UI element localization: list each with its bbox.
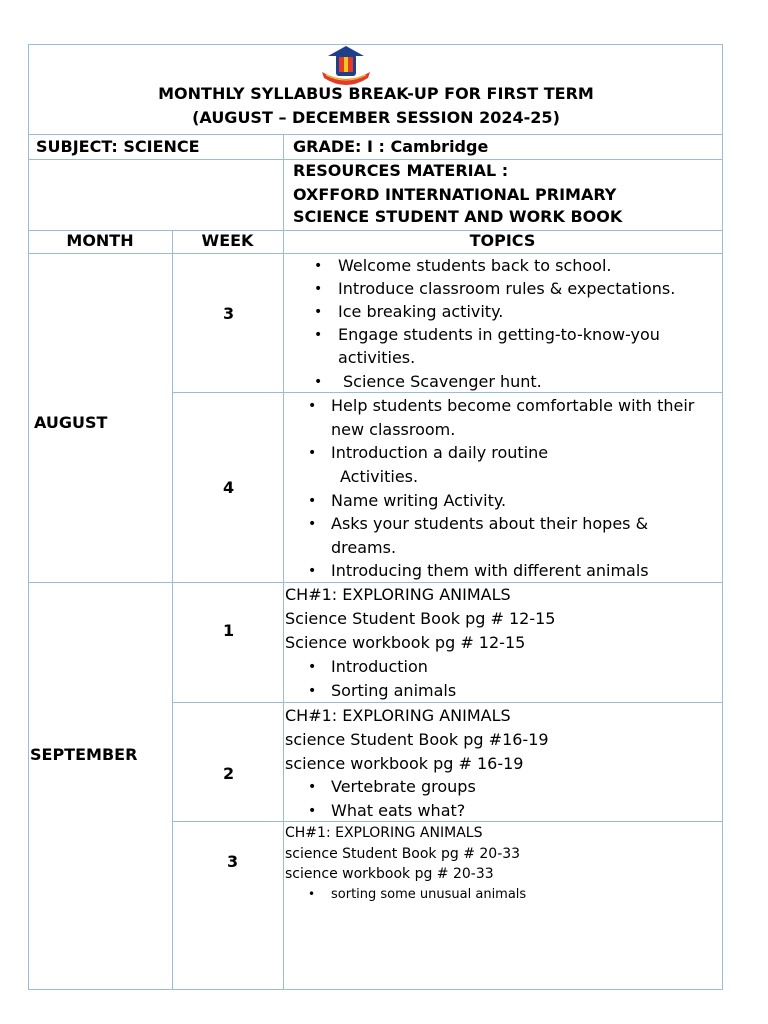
table-border-top <box>28 44 723 45</box>
column-header-month: MONTH <box>66 231 134 250</box>
bullet-icon: • <box>314 258 323 274</box>
topic-item-continued: activities. <box>338 348 416 367</box>
topic-item: Introduction <box>331 657 428 676</box>
column-header-topics: TOPICS <box>469 231 536 250</box>
bullet-icon: • <box>314 374 323 390</box>
topic-item: Welcome students back to school. <box>338 256 612 275</box>
topic-item: Help students become comfortable with their <box>331 396 695 415</box>
month-august: AUGUST <box>34 413 108 432</box>
month-september: SEPTEMBER <box>30 745 138 764</box>
row3-divider <box>172 702 723 703</box>
bullet-icon: • <box>308 659 317 675</box>
week-cell: 1 <box>223 621 235 640</box>
topic-item: Asks your students about their hopes & <box>331 514 649 533</box>
bullet-icon: • <box>308 398 317 414</box>
chapter-title: CH#1: EXPLORING ANIMALS <box>285 585 511 604</box>
bullet-icon: • <box>308 887 316 901</box>
bullet-icon: • <box>314 327 323 343</box>
bullet-icon: • <box>314 281 323 297</box>
chapter-title: CH#1: EXPLORING ANIMALS <box>285 706 511 725</box>
topic-item-continued: dreams. <box>331 538 397 557</box>
bullet-icon: • <box>308 516 317 532</box>
column-header-week: WEEK <box>201 231 254 250</box>
bullet-icon: • <box>314 304 323 320</box>
bullet-icon: • <box>308 445 317 461</box>
table-border-right <box>722 44 723 990</box>
topic-item: Sorting animals <box>331 681 457 700</box>
topic-item-continued: new classroom. <box>331 420 456 439</box>
grade-label <box>293 137 488 156</box>
topic-item: Introduction a daily routine <box>331 443 549 462</box>
week-cell: 2 <box>223 764 235 783</box>
topic-item: Introduce classroom rules & expectations. <box>338 279 676 298</box>
workbook-pages: Science workbook pg # 12-15 <box>285 633 526 652</box>
resources-line-1: RESOURCES MATERIAL : <box>293 161 509 180</box>
topic-item: Introducing them with different animals <box>331 561 649 580</box>
resources-line-2: OXFFORD INTERNATIONAL PRIMARY <box>293 185 617 204</box>
grade-prefix: GRADE: I : <box>293 137 391 156</box>
bullet-icon: • <box>308 493 317 509</box>
topic-item: sorting some unusual animals <box>331 887 527 902</box>
student-book-pages: science Student Book pg #16-19 <box>285 730 549 749</box>
table-border-left <box>28 44 29 990</box>
topic-item: Science Scavenger hunt. <box>343 372 542 391</box>
bullet-icon: • <box>308 779 317 795</box>
bullet-icon: • <box>308 563 317 579</box>
student-book-pages: Science Student Book pg # 12-15 <box>285 609 556 628</box>
workbook-pages: science workbook pg # 20-33 <box>285 866 494 882</box>
columns-divider <box>28 253 723 254</box>
chapter-title: CH#1: EXPLORING ANIMALS <box>285 825 483 841</box>
header-divider <box>28 134 723 135</box>
grade-value: Cambridge <box>390 137 489 156</box>
workbook-pages: science workbook pg # 16-19 <box>285 754 524 773</box>
bullet-icon: • <box>308 683 317 699</box>
topic-item: Name writing Activity. <box>331 491 507 510</box>
col-divider-1 <box>172 230 173 990</box>
topic-item: Vertebrate groups <box>331 777 476 796</box>
col-divider-2 <box>283 134 284 990</box>
title-line-1: MONTHLY SYLLABUS BREAK-UP FOR FIRST TERM <box>158 84 594 103</box>
table-border-bottom <box>28 989 723 990</box>
topic-item: Ice breaking activity. <box>338 302 504 321</box>
week-cell: 3 <box>227 852 239 871</box>
title-line-2: (AUGUST – DECEMBER SESSION 2024-25) <box>192 108 560 127</box>
resources-line-3: SCIENCE STUDENT AND WORK BOOK <box>293 207 623 226</box>
topic-item: Engage students in getting-to-know-you <box>338 325 660 344</box>
week-cell: 4 <box>223 478 235 497</box>
row1-divider <box>172 392 723 393</box>
student-book-pages: science Student Book pg # 20-33 <box>285 846 521 862</box>
topic-item: What eats what? <box>331 801 466 820</box>
topic-item-continued: Activities. <box>340 467 419 486</box>
month-divider <box>28 582 723 583</box>
subject-divider <box>28 159 723 160</box>
row4-divider <box>172 821 723 822</box>
subject-label: SUBJECT: SCIENCE <box>36 137 200 156</box>
bullet-icon: • <box>308 803 317 819</box>
week-cell: 3 <box>223 304 235 323</box>
